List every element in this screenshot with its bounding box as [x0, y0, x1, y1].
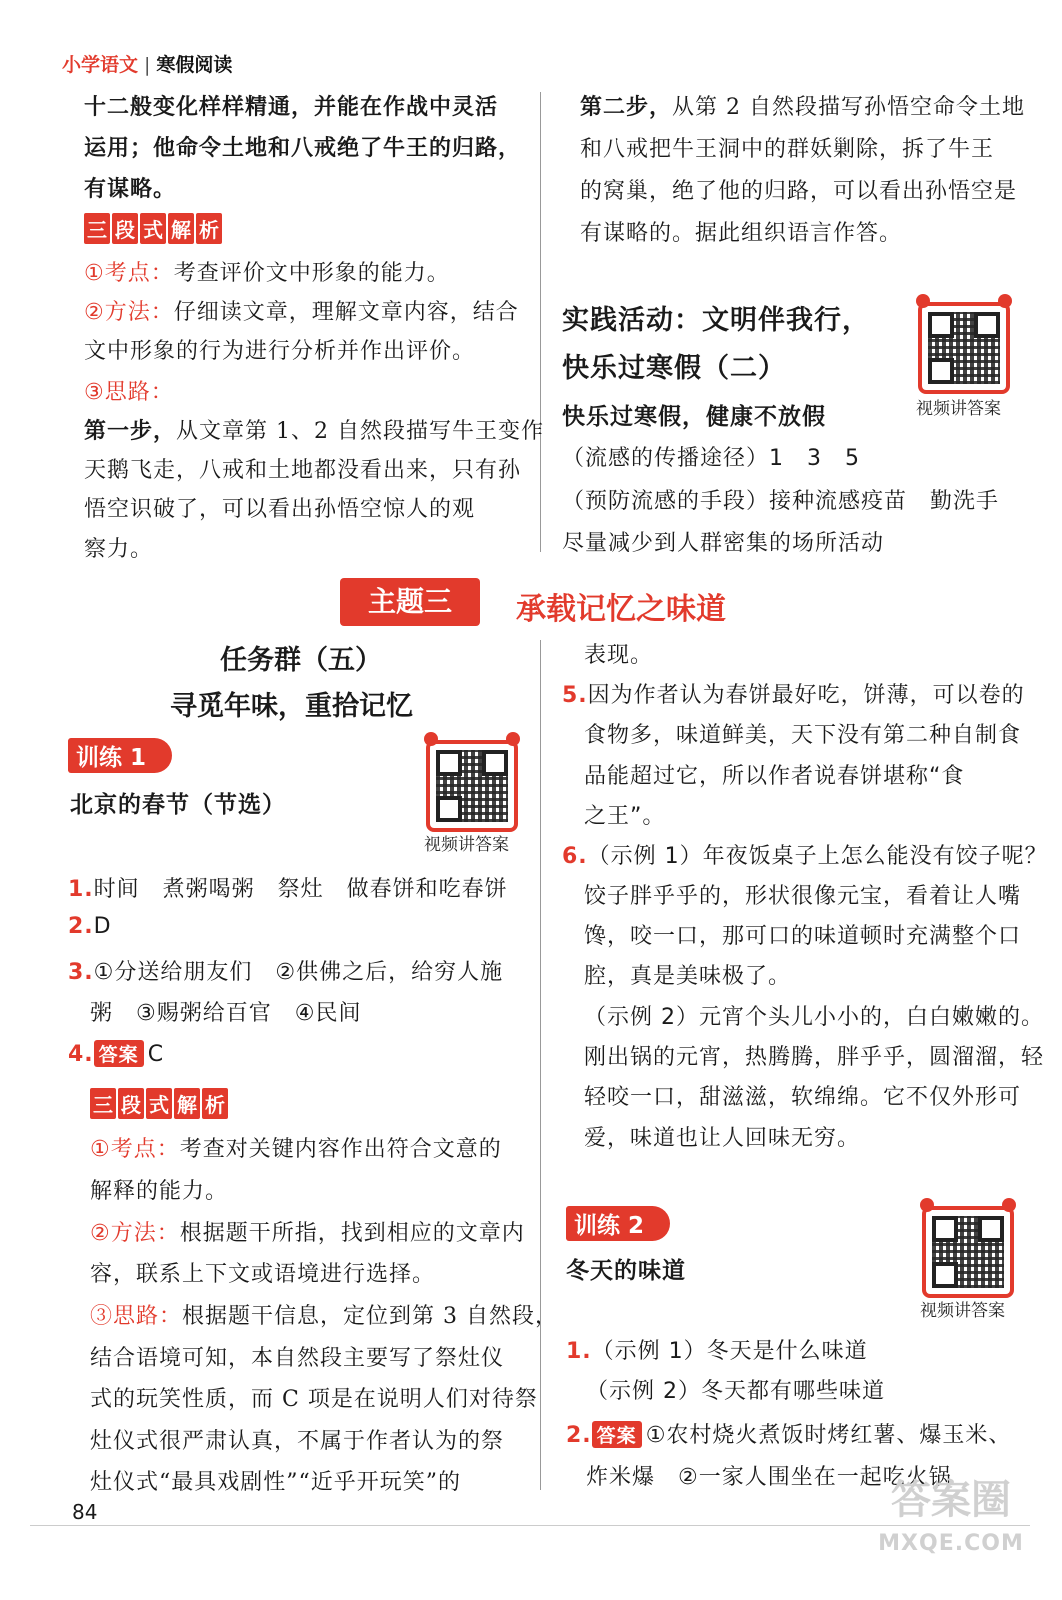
watermark-text: 答案圈: [891, 1477, 1011, 1523]
answer-text: （示例 1）年夜饭桌子上怎么能没有饺子呢？: [587, 844, 1048, 869]
silu-line: 和八戒把牛王洞中的群妖剿除，拆了牛王: [580, 137, 995, 162]
qr-code[interactable]: [426, 740, 518, 832]
silu-line: [580, 90, 1025, 121]
question-number: 2.: [68, 914, 94, 939]
answer-text: C: [147, 1042, 165, 1067]
training-badge: 训练 2: [566, 1206, 670, 1241]
silu-line: 结合语境可知，本自然段主要写了祭灶仪: [90, 1346, 505, 1371]
section-subtitle: 快乐过寒假，健康不放假: [562, 404, 826, 430]
silu-line: [84, 414, 544, 445]
qr-ear: [998, 294, 1012, 308]
step-lead: 第一步，: [84, 418, 177, 444]
answer-text: 轻咬一口，甜滋滋，软绵绵。它不仅外形可: [584, 1085, 1022, 1110]
answer-text: 炸米爆 ②一家人围坐在一起吃火锅: [586, 1465, 952, 1490]
answer-text: 因为作者认为春饼最好吃，饼薄，可以卷的: [587, 683, 1025, 708]
book-label: 寒假阅读: [156, 54, 233, 76]
kaodian-line: [84, 256, 450, 287]
qr-code[interactable]: [922, 1206, 1014, 1298]
qr-ear: [920, 1198, 934, 1212]
answer-text: （示例 1）冬天是什么味道: [591, 1339, 868, 1364]
silu-label: ③思路：: [84, 380, 174, 405]
body-line: 运用；他命令土地和八戒绝了牛王的归路，: [84, 136, 522, 161]
qr-finder: [436, 750, 462, 776]
column-divider-top: [540, 92, 541, 552]
analysis-tag-char: 段: [112, 213, 138, 244]
silu-line: 式的玩笑性质，而 C 项是在说明人们对待祭: [90, 1387, 538, 1412]
question-number: 4.: [68, 1042, 94, 1067]
answer-text: 腔，真是美味极了。: [584, 964, 792, 989]
kaodian-text: 考查评价文中形象的能力。: [173, 261, 450, 286]
body-line: 解释的能力。: [90, 1179, 229, 1204]
qr-finder: [978, 1216, 1004, 1242]
body-line: 十二般变化样样精通，并能在作战中灵活: [84, 95, 499, 120]
step-text: 从文章第 1、2 自然段描写牛王变作: [176, 419, 544, 444]
silu-line: 灶仪式“最具戏剧性”“近乎开玩笑”的: [90, 1470, 461, 1495]
step-text: 从第 2 自然段描写孙悟空命令土地: [672, 95, 1026, 120]
answer-item: [562, 678, 1025, 709]
theme-title: 承载记忆之味道: [516, 592, 726, 627]
silu-line: [90, 1299, 558, 1330]
practice-title: 实践活动：文明伴我行，: [562, 305, 870, 336]
analysis-tag: [90, 1088, 230, 1119]
fangfa-label: ②方法：: [84, 300, 174, 325]
fangfa-text: 根据题干所指，找到相应的文章内: [179, 1221, 525, 1246]
silu-text: 根据题干信息，定位到第 3 自然段，: [182, 1304, 559, 1329]
page-header: [62, 50, 232, 77]
silu-line: 察力。: [84, 537, 154, 562]
silu-label: ③思路：: [90, 1304, 183, 1329]
text-title: 冬天的味道: [566, 1257, 686, 1284]
silu-line: 的窝巢，绝了他的归路，可以看出孙悟空是: [580, 179, 1018, 204]
body-line: 文中形象的行为进行分析并作出评价。: [84, 339, 476, 364]
kaodian-label: ①考点：: [84, 261, 174, 286]
question-number: 5.: [562, 683, 588, 708]
header-separator: |: [144, 54, 151, 76]
analysis-tag: [84, 213, 224, 244]
qr-ear: [1002, 1198, 1016, 1212]
analysis-tag-char: 式: [146, 1088, 172, 1119]
answer-item: [68, 872, 508, 903]
answer-text: ①农村烧火煮饭时烤红薯、爆玉米、: [645, 1423, 1012, 1448]
answer-text: 粥 ③赐粥给百官 ④民间: [90, 1001, 362, 1026]
qr-finder: [932, 1216, 958, 1242]
analysis-tag-char: 析: [202, 1088, 228, 1119]
analysis-tag-char: 三: [84, 213, 110, 244]
column-divider-bottom: [540, 640, 541, 1490]
fangfa-text: 仔细读文章，理解文章内容，结合: [173, 300, 519, 325]
answer-text: 食物多，味道鲜美，天下没有第二种自制食: [584, 723, 1022, 748]
qr-ear: [506, 732, 520, 746]
kaodian-line: [90, 1132, 502, 1163]
question-number: 1.: [566, 1339, 592, 1364]
qr-finder: [482, 750, 508, 776]
answer-badge: 答案: [94, 1040, 144, 1067]
text-title: 北京的春节（节选）: [70, 791, 286, 818]
page-number: 84: [72, 1500, 98, 1524]
analysis-tag-char: 式: [140, 213, 166, 244]
subject-label: 小学语文: [62, 54, 139, 76]
answer-text: 品能超过它，所以作者说春饼堪称“食: [584, 764, 965, 789]
fangfa-label: ②方法：: [90, 1221, 180, 1246]
question-number: 6.: [562, 844, 588, 869]
answer-item: [68, 955, 503, 986]
body-line: 表现。: [584, 643, 654, 668]
step-lead: 第二步，: [580, 94, 673, 120]
qr-finder: [436, 796, 462, 822]
watermark: [866, 1478, 1036, 1578]
answer-text: 饺子胖乎乎的，形状很像元宝，看着让人嘴: [584, 884, 1022, 909]
answer-text: 爱，味道也让人回味无穷。: [584, 1126, 861, 1151]
analysis-tag-char: 解: [174, 1088, 200, 1119]
qr-label: 视频讲答案: [424, 835, 509, 855]
silu-line: 有谋略的。据此组织语言作答。: [580, 221, 903, 246]
answer-text: 之王”。: [584, 804, 666, 829]
qr-ear: [424, 732, 438, 746]
watermark-url: MXQE.COM: [878, 1531, 1024, 1556]
answer-item: [562, 839, 1048, 870]
analysis-tag-char: 析: [196, 213, 222, 244]
silu-line: 天鹅飞走，八戒和土地都没看出来，只有孙: [84, 458, 522, 483]
answer-text: 时间 煮粥喝粥 祭灶 做春饼和吃春饼: [93, 877, 508, 902]
answer-text: 馋，咬一口，那可口的味道顿时充满整个口: [584, 924, 1022, 949]
question-number: 3.: [68, 960, 94, 985]
theme-tag: 主题三: [340, 578, 480, 626]
answer-text: 刚出锅的元宵，热腾腾，胖乎乎，圆溜溜，轻: [584, 1045, 1045, 1070]
training-badge: 训练 1: [68, 738, 172, 773]
qr-label: 视频讲答案: [916, 399, 1001, 419]
qr-finder: [928, 358, 954, 384]
answer-text: D: [93, 914, 112, 939]
qr-label: 视频讲答案: [920, 1301, 1005, 1321]
fangfa-line: [90, 1216, 525, 1247]
answer-line: （流感的传播途径）1 3 5: [562, 446, 860, 471]
qr-finder: [928, 312, 954, 338]
fangfa-line: [84, 295, 519, 326]
question-number: 2.: [566, 1423, 592, 1448]
answer-item: [566, 1334, 868, 1365]
analysis-tag-char: 段: [118, 1088, 144, 1119]
kaodian-label: ①考点：: [90, 1137, 180, 1162]
analysis-tag-char: 三: [90, 1088, 116, 1119]
answer-badge: 答案: [592, 1421, 642, 1448]
practice-title: 快乐过寒假（二）: [562, 353, 786, 384]
answer-item: [68, 1040, 164, 1067]
answer-text: ①分送给朋友们 ②供佛之后，给穷人施: [93, 960, 504, 985]
answer-item: [566, 1418, 1011, 1449]
analysis-tag-char: 解: [168, 213, 194, 244]
answer-line: 尽量减少到人群密集的场所活动: [562, 531, 885, 556]
task-subtitle: 寻觅年味，重拾记忆: [170, 691, 413, 722]
question-number: 1.: [68, 877, 94, 902]
answer-line: （预防流感的手段）接种流感疫苗 勤洗手: [562, 489, 1000, 514]
task-title: 任务群（五）: [220, 645, 382, 676]
silu-line: 悟空识破了，可以看出孙悟空惊人的观: [84, 497, 476, 522]
qr-finder: [932, 1262, 958, 1288]
answer-text: （示例 2）元宵个头儿小小的，白白嫩嫩的。: [584, 1005, 1044, 1030]
body-line: 有谋略。: [84, 177, 177, 202]
qr-finder: [974, 312, 1000, 338]
silu-line: 灶仪式很严肃认真，不属于作者认为的祭: [90, 1429, 505, 1454]
qr-ear: [916, 294, 930, 308]
kaodian-text: 考查对关键内容作出符合文意的: [179, 1137, 502, 1162]
qr-code[interactable]: [918, 302, 1010, 394]
body-line: 容，联系上下文或语境进行选择。: [90, 1262, 436, 1287]
answer-item: [68, 914, 112, 939]
answer-text: （示例 2）冬天都有哪些味道: [586, 1379, 885, 1404]
